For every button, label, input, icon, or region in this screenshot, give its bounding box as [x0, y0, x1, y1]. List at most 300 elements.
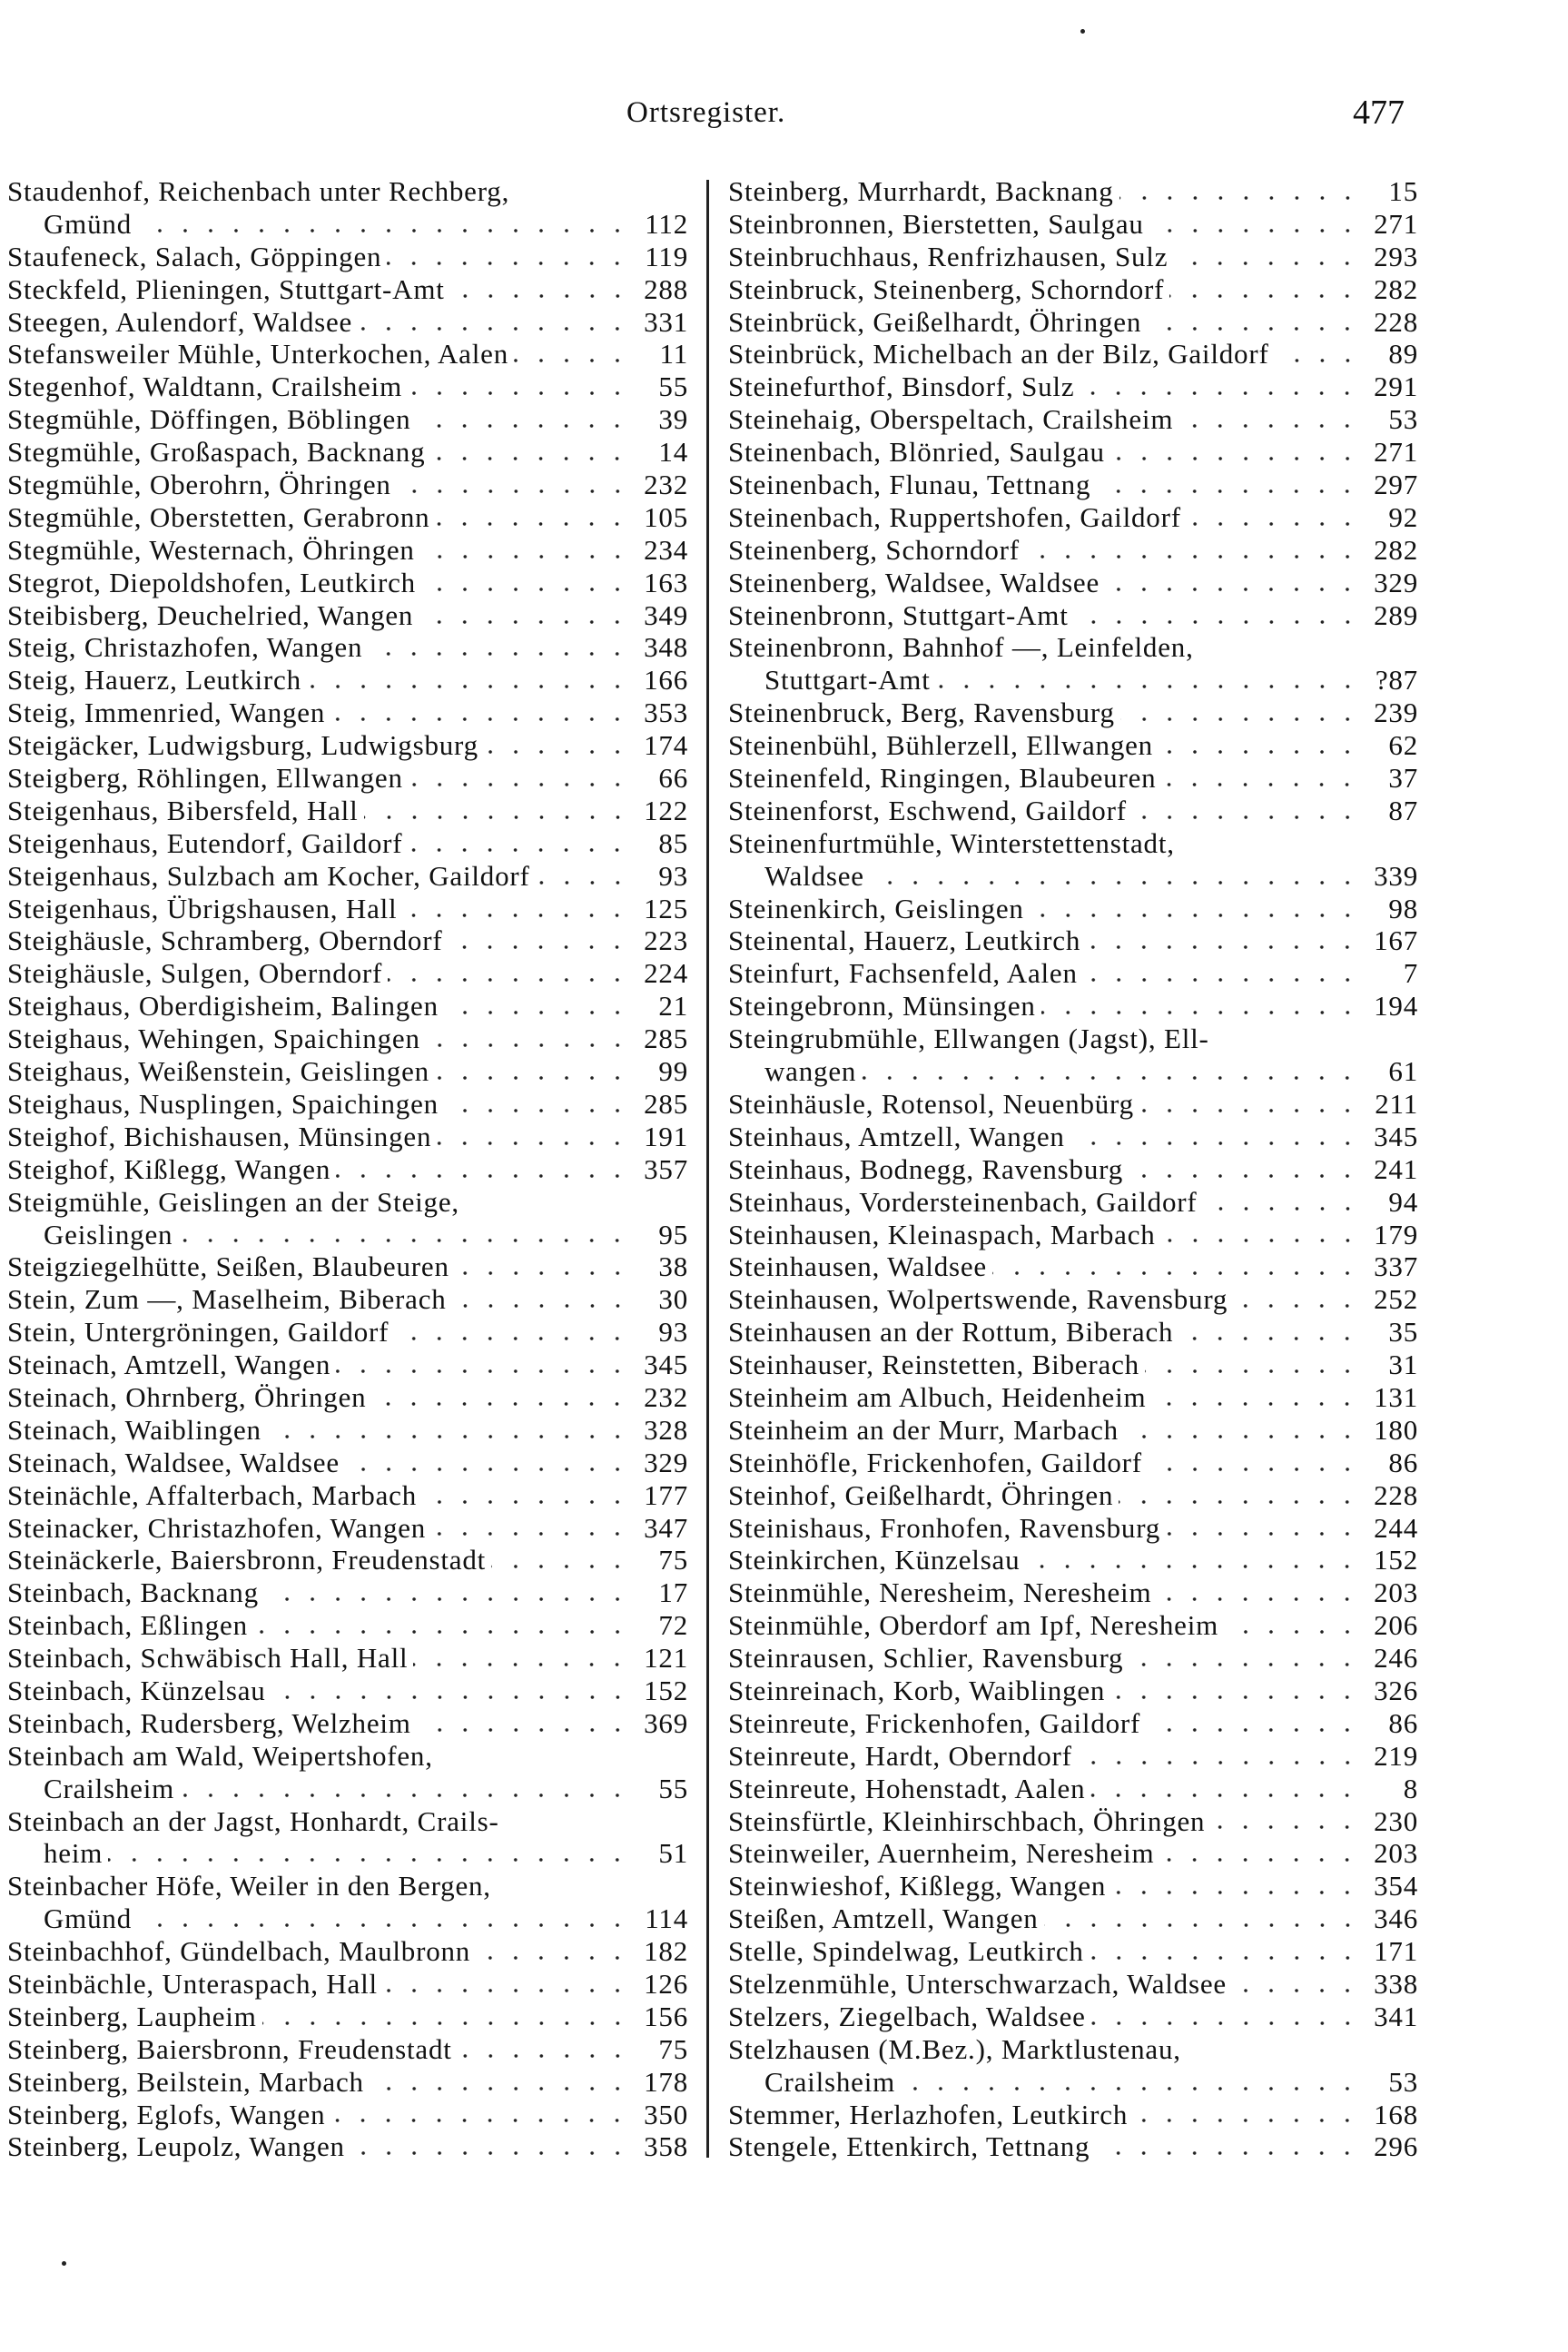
index-entry [7, 1088, 688, 1121]
index-entry [728, 599, 1418, 632]
entry-page-number: 291 [1374, 371, 1418, 403]
dot-leader [1105, 586, 1360, 593]
dot-leader [1129, 1172, 1360, 1180]
entry-page-number: 329 [644, 1446, 688, 1478]
entry-page-number: 85 [658, 826, 688, 859]
index-entry [7, 1675, 688, 1707]
dot-leader [1080, 390, 1360, 397]
index-entry [728, 338, 1418, 371]
entry-page-number: 121 [644, 1642, 688, 1675]
entry-name: Steinkirchen, Künzelsau [728, 1544, 1021, 1576]
entry-name: Waldsee [764, 859, 864, 892]
page-number: 477 [1353, 94, 1405, 132]
dot-leader [1132, 814, 1360, 821]
dot-leader [1133, 2117, 1360, 2124]
dot-leader [435, 520, 630, 528]
dot-leader [388, 976, 630, 983]
dot-leader [397, 488, 630, 495]
entry-page-number: 285 [644, 1023, 688, 1055]
index-entry [728, 1512, 1418, 1545]
index-entry [728, 1447, 1418, 1479]
dot-leader [450, 292, 630, 300]
dot-leader [1078, 1759, 1360, 1766]
index-entry [7, 827, 688, 860]
dot-leader [1083, 976, 1360, 983]
entry-page-number: 126 [644, 1967, 688, 2000]
entry-name: Steibisberg, Deuchelried, Wangen [7, 598, 414, 631]
entry-page-number: 338 [1374, 1967, 1418, 2000]
dot-leader [253, 1628, 630, 1636]
dot-leader [408, 390, 630, 397]
index-entry [728, 1283, 1418, 1316]
entry-page-number: 31 [1388, 1349, 1418, 1381]
entry-name: Steinhäusle, Rotensol, Neuenbürg [728, 1087, 1134, 1120]
dot-leader [394, 1335, 630, 1342]
entry-page-number: 38 [658, 1250, 688, 1283]
index-entry [7, 1186, 688, 1219]
entry-page-number: 191 [644, 1120, 688, 1152]
dot-leader [448, 944, 630, 951]
dot-leader [1169, 292, 1360, 300]
entry-name: Stelzers, Ziegelbach, Waldsee [728, 2000, 1086, 2032]
entry-name: Steig, Christazhofen, Wangen [7, 631, 363, 664]
entry-page-number: 346 [1374, 1902, 1418, 1935]
entry-name: Steinenberg, Waldsee, Waldsee [728, 566, 1100, 598]
dot-leader [1147, 325, 1360, 332]
dot-leader [1178, 1335, 1360, 1342]
index-entry [7, 1609, 688, 1642]
index-entry [728, 501, 1418, 534]
entry-name: Steinhauser, Reinstetten, Biberach [728, 1349, 1139, 1381]
entry-name: Steinenbronn, Bahnhof —, Leinfelden, [728, 631, 1194, 664]
index-entry [7, 1902, 688, 1935]
entry-name: Steinbruchhaus, Renfrizhausen, Sulz [728, 240, 1169, 272]
dot-leader [1091, 2020, 1360, 2027]
dot-leader [417, 1726, 630, 1734]
entry-name: Steinweiler, Auernheim, Neresheim [728, 1837, 1155, 1870]
index-entry [728, 2066, 1418, 2099]
dot-leader [455, 1270, 630, 1277]
entry-name: Stemmer, Herlazhofen, Leutkirch [728, 2098, 1129, 2130]
dot-leader [1119, 1498, 1360, 1506]
index-entry [7, 1773, 688, 1805]
entry-page-number: 94 [1388, 1185, 1418, 1218]
entry-page-number: 282 [1374, 272, 1418, 305]
entry-name: heim [44, 1837, 104, 1870]
index-entry [728, 175, 1418, 208]
index-entry [7, 469, 688, 501]
index-entry [728, 1773, 1418, 1805]
entry-page-number: 331 [644, 305, 688, 338]
entry-name: Steißen, Amtzell, Wangen [728, 1902, 1039, 1935]
entry-name: Steigäcker, Ludwigsburg, Ludwigsburg [7, 729, 478, 762]
entry-name: Steinberg, Baiersbronn, Freudenstadt [7, 2032, 452, 2065]
dot-leader [458, 2052, 630, 2060]
index-entry [7, 1642, 688, 1675]
dot-leader [1030, 912, 1360, 919]
entry-page-number: 350 [644, 2098, 688, 2130]
index-entry [7, 241, 688, 273]
dot-leader [336, 1368, 630, 1375]
entry-name: wangen [764, 1055, 857, 1088]
entry-name: Steighäusle, Sulgen, Oberndorf [7, 957, 383, 990]
entry-name: Steinenbruck, Berg, Ravensburg [728, 697, 1115, 729]
index-entry [728, 273, 1418, 306]
entry-name: Crailsheim [44, 1772, 175, 1804]
entry-page-number: 87 [1388, 794, 1418, 826]
entry-page-number: 93 [658, 1316, 688, 1349]
entry-name: Steinächle, Affalterbach, Marbach [7, 1478, 418, 1511]
entry-page-number: 66 [658, 762, 688, 795]
dot-leader [992, 1270, 1360, 1277]
entry-name: Steinfurt, Fachsenfeld, Aalen [728, 957, 1078, 990]
index-entry [728, 1250, 1418, 1283]
dot-leader [1203, 1205, 1360, 1212]
index-entry [728, 664, 1418, 697]
index-entry [7, 1153, 688, 1186]
entry-page-number: 125 [644, 892, 688, 924]
entry-name: Steinhausen an der Rottum, Biberach [728, 1316, 1174, 1349]
entry-page-number: 232 [644, 1380, 688, 1413]
print-speck [62, 2261, 66, 2266]
entry-name: Steig, Hauerz, Leutkirch [7, 664, 301, 697]
index-entry [7, 795, 688, 827]
dot-leader [1124, 1433, 1360, 1440]
index-entry [7, 175, 688, 208]
entry-name: Steighof, Bichishausen, Münsingen [7, 1120, 432, 1152]
entry-page-number: 119 [645, 240, 688, 272]
dot-leader [862, 1074, 1360, 1082]
dot-leader [514, 357, 630, 364]
entry-name: Steigenhaus, Eutendorf, Gaildorf [7, 826, 403, 859]
entry-name: Stegmühle, Oberstetten, Gerabronn [7, 500, 430, 533]
entry-page-number: 219 [1374, 1739, 1418, 1772]
entry-page-number: 53 [1388, 403, 1418, 436]
entry-page-number: 163 [644, 566, 688, 598]
entry-page-number: 92 [1388, 500, 1418, 533]
entry-name: Steinbronnen, Bierstetten, Saulgau [728, 207, 1144, 240]
entry-page-number: 326 [1374, 1674, 1418, 1706]
entry-name: Geislingen [44, 1218, 173, 1250]
entry-page-number: 166 [644, 664, 688, 697]
entry-page-number: 282 [1374, 533, 1418, 566]
entry-name: Stegmühle, Döffingen, Böblingen [7, 403, 411, 436]
entry-page-number: 152 [1374, 1544, 1418, 1576]
dot-leader [387, 260, 630, 267]
index-entry [728, 1381, 1418, 1414]
index-entry [7, 534, 688, 567]
entry-page-number: 177 [644, 1478, 688, 1511]
entry-name: Steinäckerle, Baiersbronn, Freudenstadt [7, 1544, 487, 1576]
entry-name: Crailsheim [764, 2065, 896, 2098]
entry-page-number: 289 [1374, 598, 1418, 631]
dot-leader [1074, 618, 1360, 626]
entry-page-number: 86 [1388, 1446, 1418, 1478]
entry-name: Stengele, Ettenkirch, Tettnang [728, 2130, 1090, 2163]
entry-name: Steinreinach, Korb, Waiblingen [728, 1674, 1106, 1706]
dot-leader [1139, 1107, 1360, 1114]
index-entry [7, 1740, 688, 1773]
dot-leader [383, 1987, 630, 1994]
dot-leader [1041, 1009, 1360, 1016]
entry-name: Steinhaus, Amtzell, Wangen [728, 1120, 1065, 1152]
dot-leader [1119, 194, 1360, 202]
entry-name: Gmünd [44, 207, 132, 240]
dot-leader [108, 1856, 630, 1863]
dot-leader [1095, 2149, 1360, 2157]
dot-leader [1025, 553, 1360, 560]
entry-name: Stegrot, Diepoldshofen, Leutkirch [7, 566, 416, 598]
entry-name: Steinbruck, Steinenberg, Schorndorf [728, 272, 1165, 305]
entry-name: Steinhof, Geißelhardt, Öhringen [728, 1478, 1114, 1511]
entry-name: Steighaus, Nusplingen, Spaichingen [7, 1087, 439, 1120]
entry-name: Steighof, Kißlegg, Wangen [7, 1152, 331, 1185]
index-entry [7, 567, 688, 599]
entry-name: Stein, Untergröningen, Gaildorf [7, 1316, 390, 1349]
dot-leader [267, 1433, 630, 1440]
entry-name: Steinenfeld, Ringingen, Blaubeuren [728, 762, 1157, 795]
dot-leader [1166, 1530, 1360, 1537]
index-entry [7, 1414, 688, 1447]
index-entry [728, 2099, 1418, 2131]
entry-name: Steinenbronn, Stuttgart-Amt [728, 598, 1069, 631]
index-entry [7, 893, 688, 925]
entry-page-number: 180 [1374, 1413, 1418, 1446]
entry-page-number: 224 [644, 957, 688, 990]
entry-page-number: 234 [644, 533, 688, 566]
index-entry [728, 860, 1418, 893]
index-entry [7, 1512, 688, 1545]
entry-page-number: 179 [1374, 1218, 1418, 1250]
dot-leader [870, 879, 1360, 886]
entry-name: Steinach, Waldsee, Waldsee [7, 1446, 340, 1478]
index-entry [728, 1055, 1418, 1088]
entry-page-number: 7 [1403, 957, 1418, 990]
dot-leader [422, 1498, 630, 1506]
dot-leader [1044, 1922, 1360, 1929]
entry-name: Steinheim am Albuch, Heidenheim [728, 1380, 1147, 1413]
dot-leader [416, 422, 630, 430]
dot-leader [437, 1140, 630, 1147]
index-entry [728, 1609, 1418, 1642]
index-entry [7, 208, 688, 241]
dot-leader [1149, 227, 1360, 234]
entry-page-number: 246 [1374, 1642, 1418, 1675]
entry-page-number: 252 [1374, 1283, 1418, 1316]
entry-name: Steinach, Amtzell, Wangen [7, 1349, 331, 1381]
index-entry [728, 534, 1418, 567]
dot-leader [330, 2117, 630, 2124]
entry-name: Steinsfürtle, Kleinhirschbach, Öhringen [728, 1804, 1206, 1837]
index-entry [7, 1250, 688, 1283]
index-entry [728, 436, 1418, 469]
index-entry [728, 1675, 1418, 1707]
entry-page-number: 271 [1374, 207, 1418, 240]
entry-name: Stegenhof, Waldtann, Crailsheim [7, 371, 402, 403]
entry-page-number: 171 [1374, 1935, 1418, 1968]
entry-name: Steegen, Aulendorf, Waldsee [7, 305, 353, 338]
entry-name: Steinbacher Höfe, Weiler in den Bergen, [7, 1870, 491, 1902]
entry-page-number: 194 [1374, 990, 1418, 1023]
index-entry [7, 697, 688, 729]
entry-page-number: 358 [644, 2130, 688, 2163]
entry-page-number: 174 [644, 729, 688, 762]
entry-name: Steinmühle, Oberdorf am Ipf, Neresheim [728, 1609, 1219, 1642]
entry-name: Steingrubmühle, Ellwangen (Jagst), Ell- [728, 1023, 1209, 1055]
entry-name: Steinbachhof, Gündelbach, Maulbronn [7, 1935, 471, 1968]
entry-name: Steinberg, Murrhardt, Backnang [728, 175, 1114, 207]
index-entry [7, 1544, 688, 1576]
index-entry [728, 1219, 1418, 1251]
entry-name: Steinwieshof, Kißlegg, Wangen [728, 1870, 1107, 1902]
entry-name: Steighäusle, Schramberg, Oberndorf [7, 924, 443, 957]
entry-page-number: 53 [1388, 2065, 1418, 2098]
entry-name: Steinach, Ohrnberg, Öhringen [7, 1380, 367, 1413]
dot-leader [180, 1792, 630, 1799]
dot-leader [1275, 357, 1360, 364]
entry-page-number: 95 [658, 1218, 688, 1250]
dot-leader [1146, 1726, 1360, 1734]
entry-page-number: 228 [1374, 305, 1418, 338]
entry-name: Steinenkirch, Geislingen [728, 892, 1024, 924]
index-entry [728, 2033, 1418, 2066]
entry-page-number: 75 [658, 1544, 688, 1576]
entry-name: Staudenhof, Reichenbach unter Rechberg, [7, 175, 510, 207]
dot-leader [1151, 1400, 1360, 1408]
index-entry [7, 2033, 688, 2066]
index-entry [728, 1153, 1418, 1186]
dot-leader [419, 618, 630, 626]
index-entry [7, 1023, 688, 1055]
index-entry [728, 1805, 1418, 1838]
entry-name: Steighaus, Wehingen, Spaichingen [7, 1023, 420, 1055]
entry-page-number: 75 [658, 2032, 688, 2065]
entry-name: Stegmühle, Westernach, Öhringen [7, 533, 415, 566]
entry-page-number: 61 [1388, 1055, 1418, 1088]
dot-leader [1161, 781, 1360, 788]
dot-leader [262, 2020, 630, 2027]
entry-page-number: 329 [1374, 566, 1418, 598]
entry-page-number: 55 [658, 371, 688, 403]
dot-leader [476, 1954, 630, 1962]
entry-name: Steinbächle, Unteraspach, Hall [7, 1967, 378, 2000]
index-entry [7, 990, 688, 1023]
entry-page-number: 239 [1374, 697, 1418, 729]
entry-name: Steinenberg, Schorndorf [728, 533, 1020, 566]
index-entry [728, 1544, 1418, 1576]
index-entry [728, 469, 1418, 501]
index-entry [728, 208, 1418, 241]
entry-page-number: 15 [1388, 175, 1418, 207]
entry-name: Steinhaus, Vordersteinenbach, Gaildorf [728, 1185, 1198, 1218]
index-entry [7, 2001, 688, 2033]
column-divider [706, 180, 709, 2158]
index-entry [7, 924, 688, 957]
index-entry [728, 1968, 1418, 2001]
index-entry [728, 1186, 1418, 1219]
index-entry [7, 599, 688, 632]
index-entry [7, 1283, 688, 1316]
entry-name: Steinbach, Rudersberg, Welzheim [7, 1706, 411, 1739]
entry-name: Steinberg, Beilstein, Marbach [7, 2065, 364, 2098]
index-entry [728, 1316, 1418, 1349]
dot-leader [1224, 1628, 1360, 1636]
entry-name: Steinenbach, Blönried, Saulgau [728, 436, 1105, 469]
entry-name: Stelzhausen (M.Bez.), Marktlustenau, [728, 2032, 1181, 2065]
entry-name: Steinhausen, Waldsee [728, 1250, 987, 1283]
entry-name: Steinenbach, Flunau, Tettnang [728, 469, 1091, 501]
entry-page-number: 297 [1374, 469, 1418, 501]
entry-page-number: 39 [658, 403, 688, 436]
dot-leader [1096, 488, 1360, 495]
entry-name: Steinbach, Eßlingen [7, 1609, 248, 1642]
entry-name: Stein, Zum —, Maselheim, Biberach [7, 1283, 447, 1316]
dot-leader [336, 1172, 630, 1180]
entry-name: Stuttgart-Amt [764, 664, 931, 697]
index-entry [7, 957, 688, 990]
dot-leader [1145, 1368, 1360, 1375]
index-entry [7, 371, 688, 403]
dot-leader [1161, 1237, 1360, 1244]
dot-leader [1187, 520, 1360, 528]
entry-name: Steinenbühl, Bühlerzell, Ellwangen [728, 729, 1153, 762]
index-entry [728, 893, 1418, 925]
print-speck [1080, 29, 1085, 34]
entry-page-number: 206 [1374, 1609, 1418, 1642]
index-entry [728, 762, 1418, 795]
dot-leader [409, 781, 630, 788]
entry-page-number: 369 [644, 1706, 688, 1739]
dot-leader [345, 1466, 630, 1473]
entry-name: Steinberg, Leupolz, Wangen [7, 2130, 345, 2163]
dot-leader [370, 2085, 630, 2092]
index-entry [728, 1414, 1418, 1447]
dot-leader [1025, 1563, 1360, 1570]
dot-leader [350, 2149, 630, 2157]
entry-page-number: 122 [644, 794, 688, 826]
dot-leader [444, 1009, 630, 1016]
entry-page-number: 182 [644, 1935, 688, 1968]
index-entry [7, 2099, 688, 2131]
entry-page-number: 230 [1374, 1804, 1418, 1837]
index-entry [7, 436, 688, 469]
index-entry [7, 338, 688, 371]
entry-name: Steinenbach, Ruppertshofen, Gaildorf [728, 500, 1181, 533]
entry-page-number: 114 [645, 1902, 688, 1935]
dot-leader [330, 716, 630, 723]
entry-page-number: 345 [1374, 1120, 1418, 1152]
index-entry [7, 1219, 688, 1251]
running-title: Ortsregister. [626, 96, 786, 129]
index-entry [7, 1479, 688, 1512]
entry-page-number: 168 [1374, 2098, 1418, 2130]
index-entry [728, 1121, 1418, 1153]
dot-leader [1159, 748, 1360, 756]
index-entry [728, 1479, 1418, 1512]
index-entry [728, 795, 1418, 827]
dot-leader [420, 553, 630, 560]
entry-page-number: 296 [1374, 2130, 1418, 2163]
entry-name: Steinbrück, Michelbach an der Bilz, Gaildorf [728, 338, 1269, 371]
dot-leader [1129, 1661, 1360, 1668]
index-entry [728, 1935, 1418, 1968]
index-entry [7, 664, 688, 697]
dot-leader [491, 1563, 630, 1570]
entry-page-number: 152 [644, 1674, 688, 1706]
entry-name: Steinbach, Künzelsau [7, 1674, 266, 1706]
index-entry [7, 860, 688, 893]
entry-page-number: 14 [658, 436, 688, 469]
